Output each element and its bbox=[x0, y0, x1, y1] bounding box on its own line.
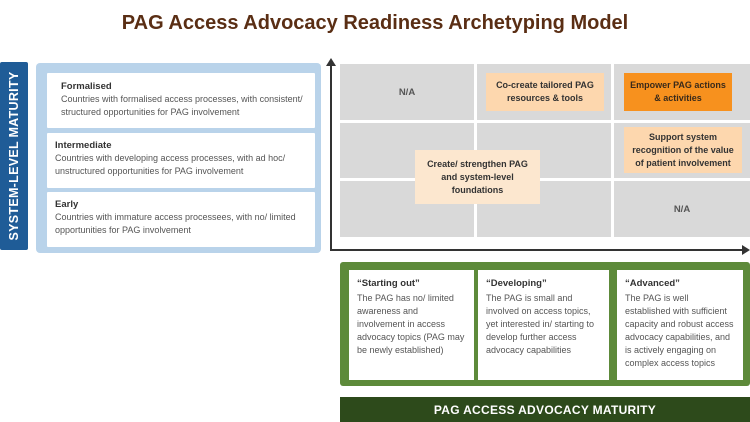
x-axis-line bbox=[330, 249, 745, 251]
page-title: PAG Access Advocacy Readiness Archetyping Model bbox=[121, 12, 629, 34]
co-create-resources-box: Co-create tailored PAG resources & tools bbox=[486, 73, 604, 111]
system-level-desc: Countries with developing access processes, with ad hoc/ unstructured opportunities for PAG involvement bbox=[55, 153, 286, 176]
y-axis-line bbox=[330, 62, 332, 250]
pag-level-desc: The PAG is small and involved on access topics, yet interested in/ starting to develop further access advocacy capabilities bbox=[486, 293, 595, 355]
system-level-card-formalised bbox=[47, 73, 315, 128]
x-axis-arrow-icon bbox=[742, 245, 750, 255]
pag-level-desc: The PAG is well established with sufficient capacity and robust access advocacy capabilities, and is actively engaging on complex access topics bbox=[625, 293, 734, 368]
create-foundations-box: Create/ strengthen PAG and system-level foundations bbox=[415, 150, 540, 204]
pag-level-card-developing bbox=[478, 270, 609, 380]
system-level-card-intermediate bbox=[47, 133, 315, 188]
pag-level-title: “Developing” bbox=[486, 278, 547, 289]
support-recognition-box: Support system recognition of the value of patient involvement bbox=[624, 127, 742, 173]
empower-actions-box: Empower PAG actions & activities bbox=[624, 73, 732, 111]
pag-level-title: “Advanced” bbox=[625, 278, 680, 289]
system-level-maturity-label bbox=[0, 62, 28, 250]
pag-level-card-starting-out bbox=[349, 270, 474, 380]
system-level-card-early bbox=[47, 192, 315, 247]
pag-level-card-advanced bbox=[617, 270, 743, 380]
matrix-cell-na: N/A bbox=[340, 64, 474, 120]
pag-level-desc: The PAG has no/ limited awareness and involvement in access advocacy topics (PAG may be newly established) bbox=[357, 293, 465, 355]
system-level-title: Intermediate bbox=[55, 140, 112, 151]
system-level-desc: Countries with immature access processees, with no/ limited opportunities for PAG involvement bbox=[55, 212, 296, 235]
pag-access-advocacy-maturity-label: PAG ACCESS ADVOCACY MATURITY bbox=[340, 397, 750, 422]
y-axis-arrow-icon bbox=[326, 58, 336, 66]
system-level-title: Formalised bbox=[61, 81, 112, 92]
pag-level-title: “Starting out” bbox=[357, 278, 420, 289]
system-level-desc: Countries with formalised access processes, with consistent/ structured opportunities for PAG involvement bbox=[61, 94, 303, 117]
system-level-title: Early bbox=[55, 199, 79, 210]
system-level-maturity-text: SYSTEM-LEVEL MATURITY bbox=[7, 71, 21, 241]
matrix-cell-na: N/A bbox=[614, 181, 750, 237]
